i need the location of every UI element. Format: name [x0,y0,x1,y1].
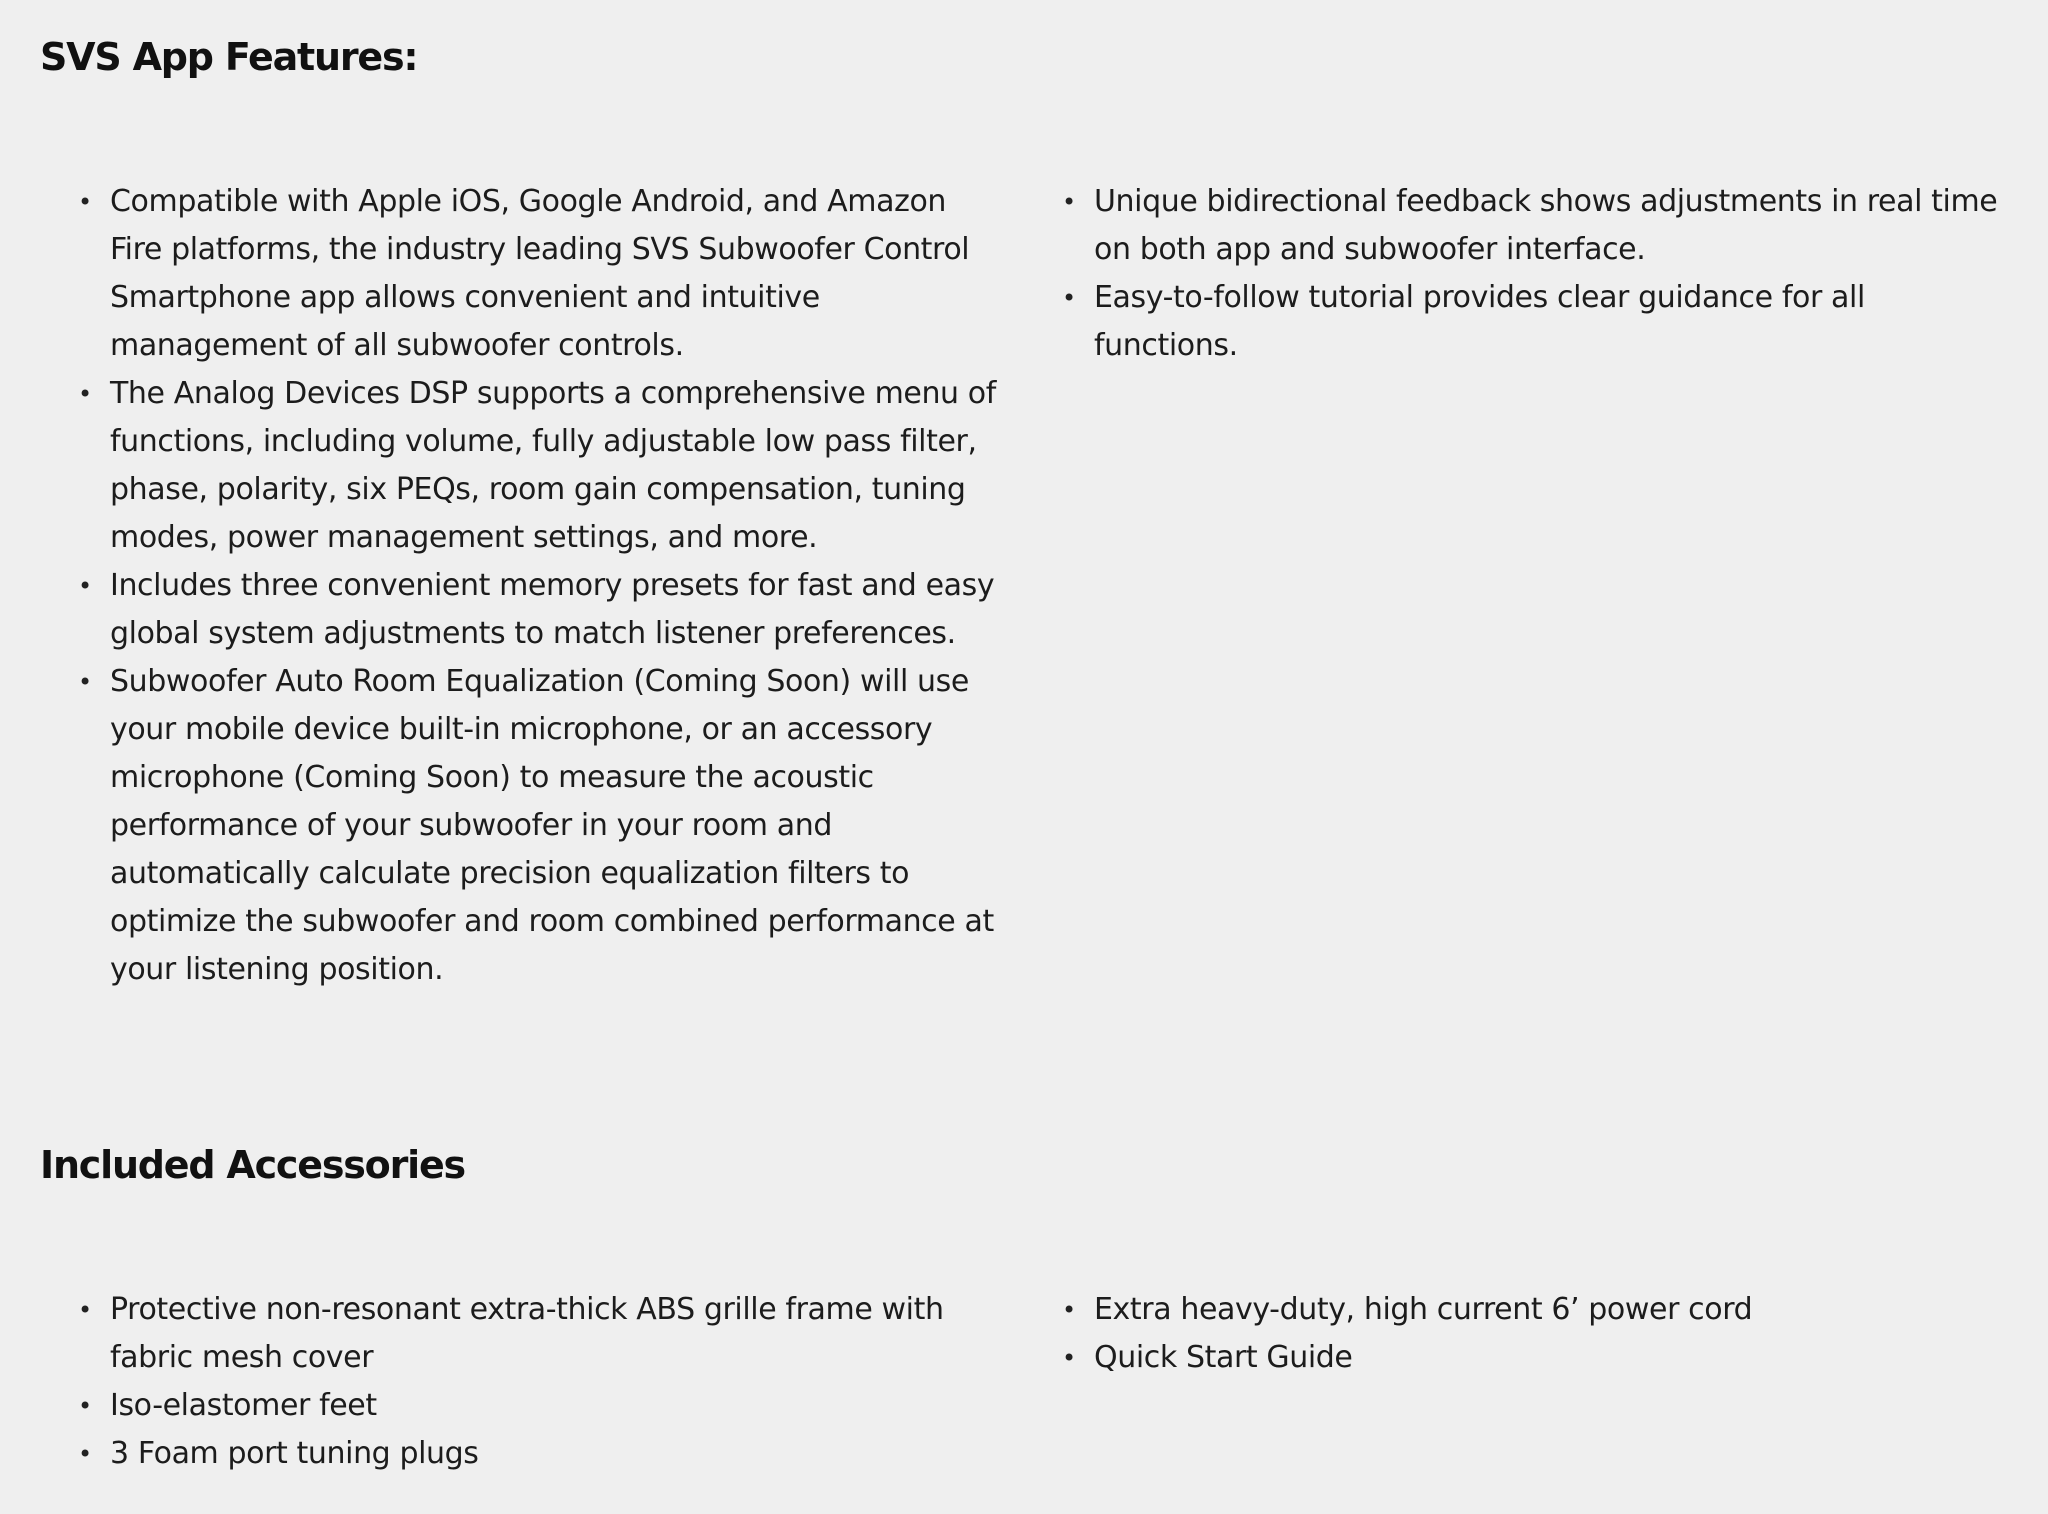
features-heading: SVS App Features: [40,35,418,79]
list-item: • Subwoofer Auto Room Equalization (Coming Soon) will use your mobile device built-in microphone, or an accessory microphone (Coming Soon) to measure the acoustic performance of your subwoofer in your room and automatically calculate precision equalization filters to optimize the subwoofer and room combined performance at your listening position. [40,658,1000,994]
accessories-list-left [40,1286,1000,1478]
features-list-left [40,178,1000,994]
list-item: • The Analog Devices DSP supports a comprehensive menu of functions, including volume, fully adjustable low pass filter, phase, polarity, six PEQs, room gain compensation, tuning modes, power management settings, and more. [40,370,1000,562]
list-item: • Iso-elastomer feet [40,1382,1000,1430]
features-list-right [1024,178,2014,370]
list-item: • Includes three convenient memory presets for fast and easy global system adjustments to match listener preferences. [40,562,1000,658]
accessories-list-right [1024,1286,2014,1382]
list-item: • Protective non-resonant extra-thick ABS grille frame with fabric mesh cover [40,1286,1000,1382]
list-item: • Extra heavy-duty, high current 6’ power cord [1024,1286,2014,1334]
list-item: • Unique bidirectional feedback shows adjustments in real time on both app and subwoofer interface. [1024,178,2014,274]
list-item: • Easy-to-follow tutorial provides clear guidance for all functions. [1024,274,2014,370]
list-item: • Quick Start Guide [1024,1334,2014,1382]
list-item: • 3 Foam port tuning plugs [40,1430,1000,1478]
list-item: • Compatible with Apple iOS, Google Android, and Amazon Fire platforms, the industry leading SVS Subwoofer Control Smartphone app allows convenient and intuitive management of all subwoofer controls. [40,178,1000,370]
accessories-heading: Included Accessories [40,1143,465,1187]
